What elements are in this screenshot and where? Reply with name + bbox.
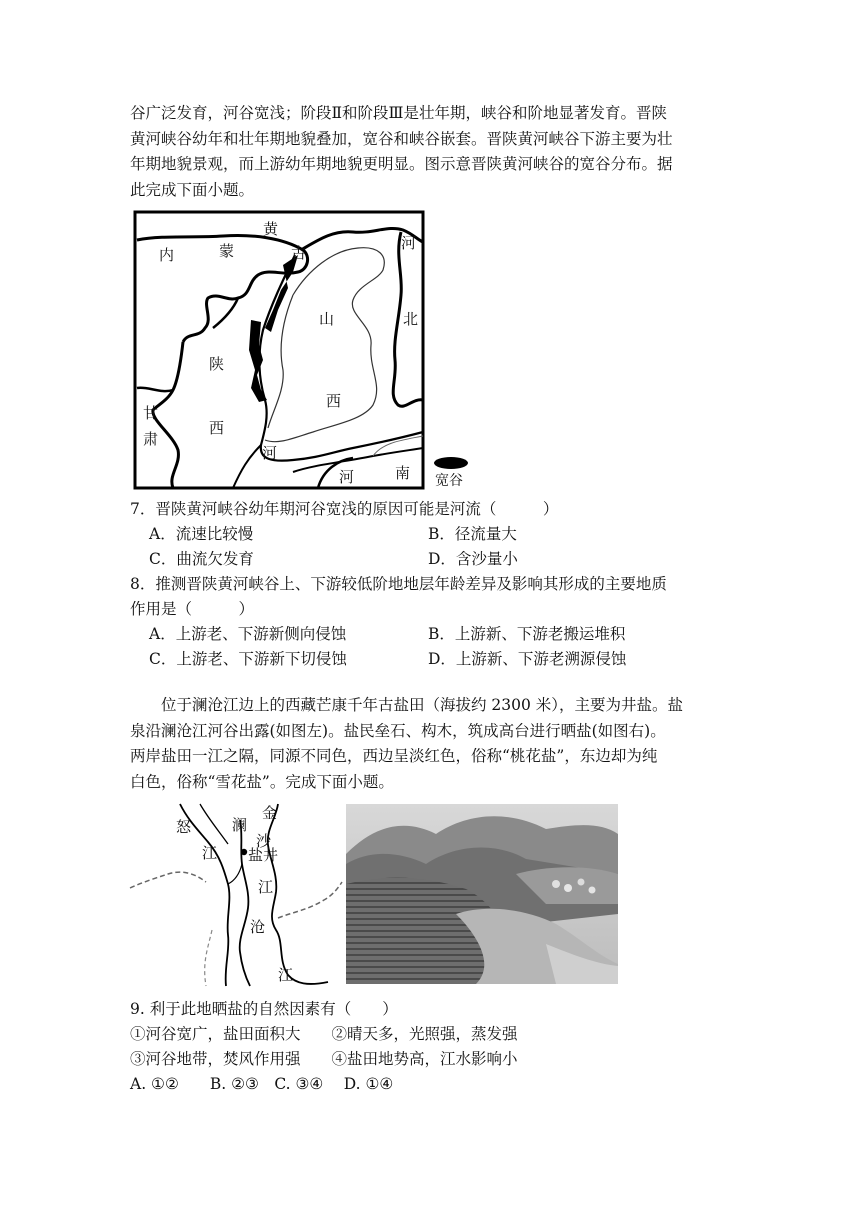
map1-label-shan: 山 (319, 310, 335, 328)
map1-label-he-henan: 河 (339, 468, 355, 486)
q7-option-d: D．含沙量小 (428, 550, 518, 568)
map1-label-he-top: 河 (401, 234, 417, 252)
passage-line: 泉沿澜沧江河谷出露(如图左)。盐民垒石、构木，筑成高台进行晒盐(如图右)。 (130, 721, 666, 740)
map1-label-xi-shaanxi: 西 (209, 419, 225, 437)
map1-label-nei: 内 (159, 246, 175, 264)
q7-option-a: A．流速比较慢 (149, 525, 254, 543)
map1-label-huang: 黄 (263, 220, 279, 238)
map1-label-xi-shanxi: 西 (326, 392, 342, 410)
q9-choices-line1: ①河谷宽广，盐田面积大 ②晴天多，光照强，蒸发强 (130, 1025, 518, 1043)
q8-option-a: A．上游老、下游新侧向侵蚀 (149, 625, 347, 643)
q8-option-d: D．上游新、下游老溯源侵蚀 (428, 650, 627, 668)
q9-answer-options: A. ①② B. ②③ C. ③④ D. ①④ (130, 1075, 394, 1093)
q8-option-b: B．上游新、下游老搬运堆积 (428, 625, 626, 643)
intro-line: 此完成下面小题。 (130, 180, 255, 199)
map1-legend-label: 宽谷 (435, 473, 463, 489)
map2-label-cang: 沧 (250, 918, 266, 936)
map1-label-gan: 甘 (143, 404, 159, 422)
map-yanjing (128, 800, 343, 988)
question-8-stem-cont: 作用是（ ） (130, 600, 255, 618)
map1-label-nan: 南 (395, 464, 411, 482)
map1-label-su: 肃 (143, 430, 159, 448)
passage-line: 两岸盐田一江之隔，同源不同色，西边呈淡红色，俗称“桃花盐”，东边却为纯 (130, 747, 658, 765)
passage-line: 白色，俗称“雪花盐”。完成下面小题。 (130, 772, 394, 791)
map2-label-nu: 怒 (176, 818, 192, 836)
map2-label-jiang-jinsha: 江 (258, 878, 274, 896)
intro-line: 年期地貌景观，而上游幼年期地貌更明显。图示意晋陕黄河峡谷的宽谷分布。据 (130, 155, 673, 173)
q9-choices-line2: ③河谷地带，焚风作用强 ④盐田地势高，江水影响小 (130, 1050, 518, 1068)
passage-line: 位于澜沧江边上的西藏芒康千年古盐田（海拔约 2300 米），主要为井盐。盐 (130, 696, 684, 714)
question-8-stem: 8．推测晋陕黄河峡谷上、下游较低阶地地层年龄差异及影响其形成的主要地质 (130, 575, 667, 593)
salt-terrace-photo (346, 804, 618, 984)
map2-label-sha: 沙 (256, 832, 272, 850)
passage-2 (130, 693, 730, 795)
map-jinshan-gorge (133, 210, 478, 490)
map2-label-yanjing: 盐井 (248, 846, 279, 864)
map2-label-jiang-lancang: 江 (278, 966, 294, 984)
intro-line: 谷广泛发育，河谷宽浅；阶段Ⅱ和阶段Ⅲ是壮年期，峡谷和阶地显著发育。晋陕 (130, 104, 667, 122)
map2-label-jiang-nu: 江 (202, 844, 218, 862)
map1-label-he-mid: 河 (262, 444, 278, 462)
q7-option-b: B．径流量大 (428, 525, 517, 543)
map2-label-jin: 金 (262, 804, 278, 822)
map1-label-gu: 古 (291, 244, 307, 262)
intro-line: 黄河峡谷幼年和壮年期地貌叠加，宽谷和峡谷嵌套。晋陕黄河峡谷下游主要为壮 (130, 129, 673, 148)
map1-label-meng: 蒙 (219, 242, 235, 260)
map1-label-shaan: 陕 (209, 355, 225, 373)
q8-option-c: C．上游老、下游新下切侵蚀 (149, 650, 347, 668)
map2-label-lan: 澜 (232, 816, 248, 834)
intro-paragraph (130, 101, 730, 203)
question-9-stem: 9. 利于此地晒盐的自然因素有（ ） (130, 1000, 398, 1018)
question-7-stem: 7．晋陕黄河峡谷幼年期河谷宽浅的原因可能是河流（ ） (130, 500, 559, 518)
q7-option-c: C．曲流欠发育 (149, 550, 254, 568)
map1-label-bei: 北 (403, 310, 419, 328)
